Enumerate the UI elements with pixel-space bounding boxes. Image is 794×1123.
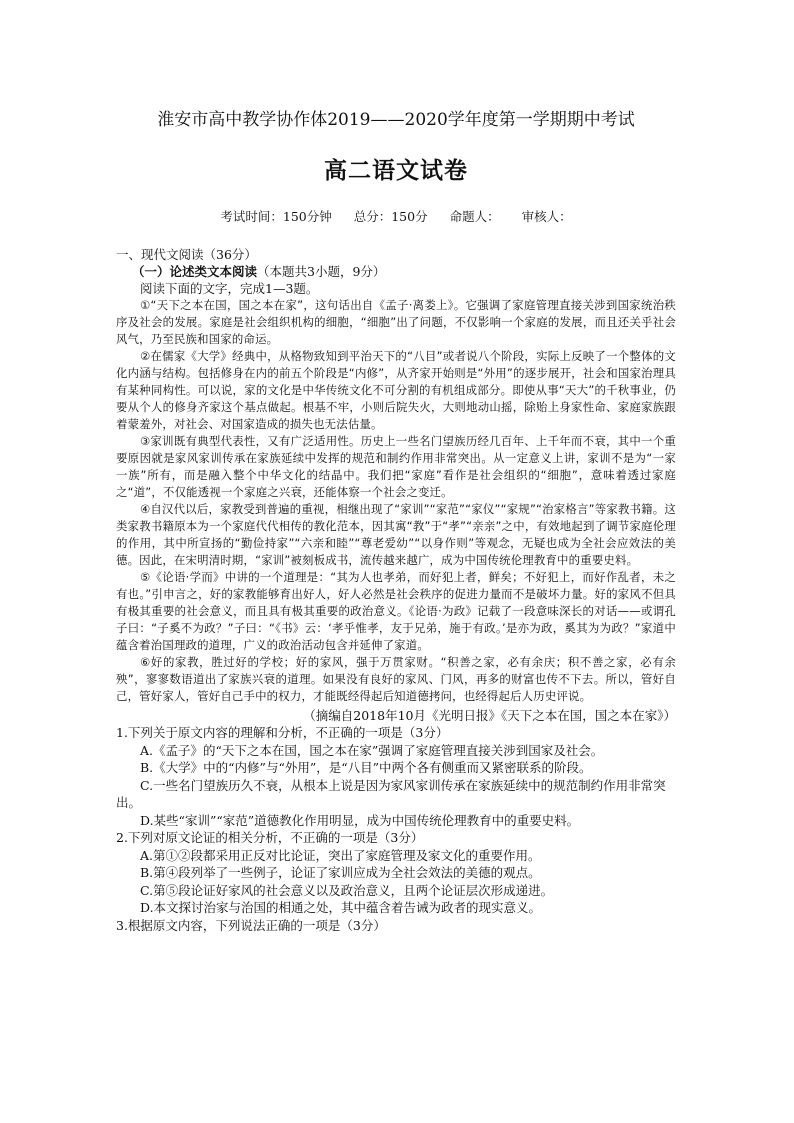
question-2 — [116, 829, 676, 917]
question-2-option-a: A.第①②段都采用正反对比论证，突出了家庭管理及家文化的重要作用。 — [140, 847, 541, 863]
article-paragraph-6: ⑥好的家教，胜过好的学校；好的家风，强于万贯家财。“积善之家，必有余庆；积不善之家，必有余殃”，寥寥数语道出了家族兴衰的道理。如果没有良好的家风、门风，再多的财富也传不下去。所以，管好自己，管好家人，管好自己手中的权力，才能既经得起后知道德拷问，也经得起后人历史评说。 — [116, 655, 676, 703]
total-score: 总分：150分 — [353, 209, 428, 224]
section-heading: 一、现代文阅读（36分） — [116, 247, 257, 262]
question-2-stem: 2.下列对原文论证的相关分析，不正确的一项是（3分） — [116, 830, 424, 845]
sub-heading-rest: （本题共3小题，9分） — [257, 264, 386, 279]
article-paragraph-3: ③家训既有典型代表性，又有广泛适用性。历史上一些名门望族历经几百年、上千年而不衰，其中一个重要原因就是家风家训传承在家族延续中发挥的规范和制约作用非常突出。从一定意义上讲，家训不是为“一家一族”所有，而是融入整个中华文化的结晶中。我们把“家庭”看作是社会组织的“细胞”，意味着透过家庭之“道”，不仅能透视一个家庭之兴衰，还能体察一个社会之变迁。 — [116, 434, 676, 499]
question-1-option-a: A.《孟子》的“天下之本在国，国之本在家”强调了家庭管理直接关涉到国家及社会。 — [140, 742, 604, 758]
article-body — [116, 297, 676, 705]
reviewer: 审核人： — [521, 209, 572, 224]
question-1-option-b: B.《大学》中的“内修”与“外用”，是“八目”中两个各有侧重而又紧密联系的阶段。 — [140, 760, 592, 775]
article-paragraph-4: ④自汉代以后，家教受到普遍的重视，相继出现了“家训”“家范”“家仪”“家规”“治家格言”等家教书籍。这类家教书籍原本为一个家庭代代相传的教化范本，因其寓“教”于“孝”“亲亲”之中，有效地起到了调节家庭伦理的作用，其中所宣扬的“勤俭持家”“六亲和睦”“尊老爱幼”“以身作则”等观念，无疑也成为全社会应效法的美德。因此，在宋明清时期，“家训”被刻板成书，流传越来越广，成为中国传统伦理教育中的重要史料。 — [116, 502, 676, 567]
exam-time: 考试时间：150分钟 — [220, 209, 332, 224]
exam-subtitle: 高二语文试卷 — [324, 157, 468, 184]
article-paragraph-2: ②在儒家《大学》经典中，从格物致知到平治天下的“八目”或者说八个阶段，实际上反映了一个整体的文化内涵与结构。包括修身在内的前五个阶段是“内修”，从齐家开始则是“外用”的逐步展开，社会和国家治理具有某种同构性。可以说，家的文化是中华传统文化不可分割的有机组成部分。即使从事“天大”的千秋事业，仍要从个人的修身齐家这个基点做起。根基不牢，小则后院失火，大则地动山摇，除贻上身家性命、家庭家族跟着蒙羞外，对社会、对国家造成的损失也无法估量。 — [116, 349, 676, 431]
question-1-stem: 1.下列关于原文内容的理解和分析，不正确的一项是（3分） — [116, 725, 449, 740]
sub-heading-bold: （一）论述类文本阅读 — [132, 264, 258, 279]
exam-info-line — [116, 208, 676, 226]
question-2-option-b: B.第④段列举了一些例子，论证了家训应成为全社会效法的美德的观点。 — [140, 865, 541, 880]
reading-instruction: 阅读下面的文字，完成1—3题。 — [140, 281, 319, 296]
exam-title: 淮安市高中教学协作体2019——2020学年度第一学期期中考试 — [157, 110, 635, 130]
question-3-stem: 3.根据原文内容，下列说法正确的一项是（3分） — [116, 917, 386, 933]
article-paragraph-5: ⑤《论语·学而》中讲的一个道理是：“其为人也孝弟，而好犯上者，鲜矣；不好犯上，而好作乱者，未之有也。”引申言之，好的家教能够育出好人，好人必然是社会秩序的促进力量而不是破坏力量。好的家风不但具有极其重要的社会意义，而且具有极其重要的政治意义。《论语·为政》记载了一段意味深长的对话——或谓孔子曰：“子奚不为政？”子曰：“《书》云：‘孝乎惟孝，友于兄弟，施于有政。’是亦为政，奚其为为政？”家道中蕴含着治国理政的道理，广义的政治活动包含并延伸了家道。 — [116, 570, 676, 652]
question-2-option-d: D.本文探讨治家与治国的相通之处，其中蕴含着告诫为政者的现实意义。 — [140, 900, 542, 915]
question-2-option-c: C.第⑤段论证好家风的社会意义以及政治意义，且两个论证层次形成递进。 — [140, 882, 554, 898]
sub-section-heading — [132, 263, 676, 280]
question-1-option-d: D.某些“家训”“家范”道德教化作用明显，成为中国传统伦理教育中的重要史料。 — [140, 812, 580, 828]
question-1-option-c: C.一些名门望族历久不衰，从根本上说是因为家风家训传承在家族延续中的规范制约作用非常突出。 — [116, 777, 666, 810]
question-3 — [116, 917, 676, 935]
question-1 — [116, 724, 676, 829]
article-paragraph-1: ①“天下之本在国，国之本在家”，这句话出自《孟子·离娄上》。它强调了家庭管理直接关涉到国家统治秩序及社会的发展。家庭是社会组织机构的细胞，“细胞”出了问题，不仅影响一个家庭的发展，而且还关乎社会风气，乃至民族和国家的命运。 — [116, 298, 676, 346]
article-source: （摘编自2018年10月《光明日报》《天下之本在国，国之本在家》） — [303, 708, 676, 723]
question-setter: 命题人： — [449, 209, 500, 224]
